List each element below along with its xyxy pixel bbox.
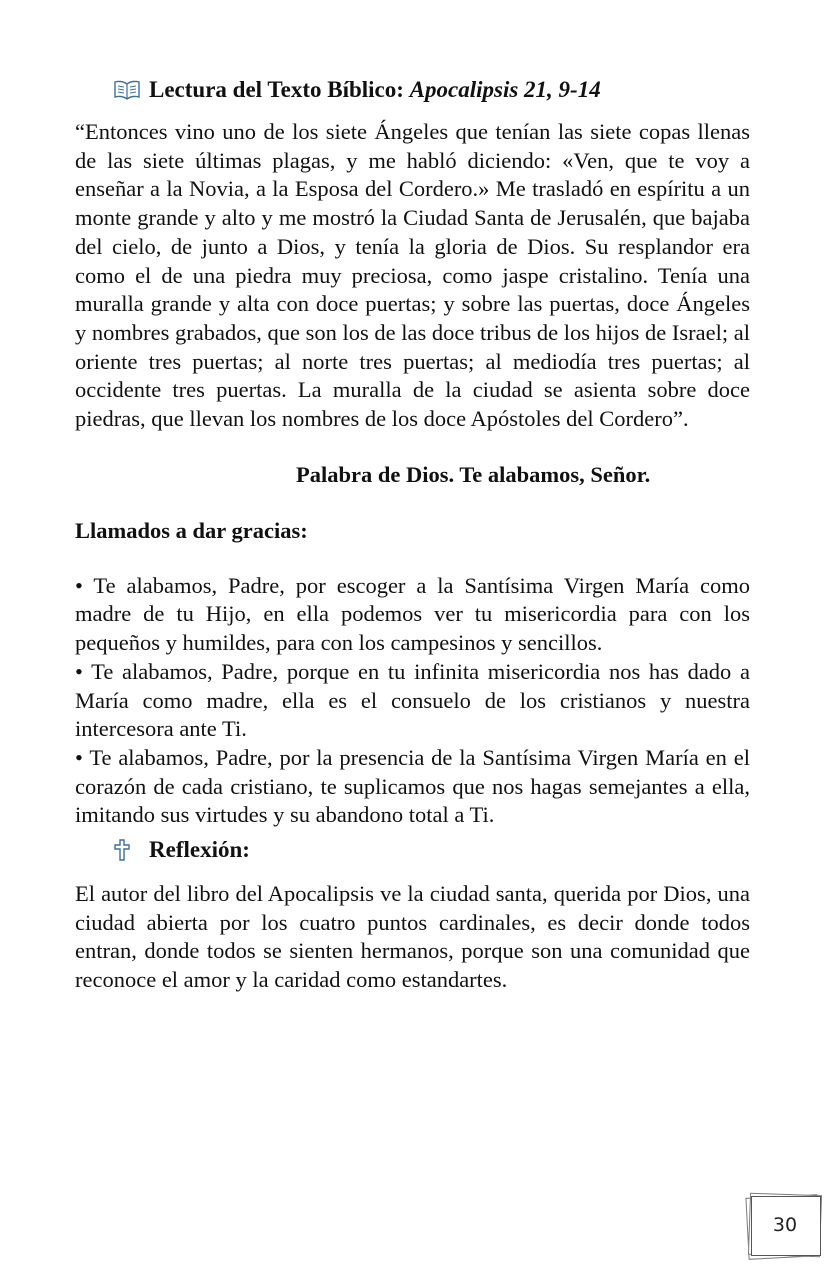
prayer-item: • Te alabamos, Padre, por la presencia de la Santísima Virgen María en el corazón de cada cristiano, te suplicamos que nos hagas semejantes a ella, imitando sus virtudes y su abandono total a Ti. — [75, 744, 750, 828]
prayer-item: • Te alabamos, Padre, porque en tu infinita misericordia nos has dado a María como madre, ella es el consuelo de los cristianos y nuestra intercesora ante Ti. — [75, 658, 750, 742]
reading-citation: Apocalipsis 21, 9-14 — [409, 77, 601, 102]
reflection-heading — [113, 834, 750, 866]
reading-text: “Entonces vino uno de los siete Ángeles que tenían las siete copas llenas de las siete últimas plagas, y me habló diciendo: «Ven, que te voy a enseñar a la Novia, a la Esposa del Cordero.» Me trasladó en espíritu a un monte grande y alto y me mostró la Ciudad Santa de Jerusalén, que bajaba del cielo, de junto a Dios, y tenía la gloria de Dios. Su resplandor era como el de una piedra muy preciosa, como jaspe cristalino. Tenía una muralla grande y alta con doce puertas; y sobre las puertas, doce Ángeles y nombres grabados, que son los de las doce tribus de los hijos de Israel; al oriente tres puertas; al norte tres puertas; al mediodía tres puertas; al occidente tres puertas. La muralla de la ciudad se asienta sobre doce piedras, que llevan los nombres de los doce Apóstoles del Cordero”. — [75, 119, 750, 432]
cross-icon — [113, 839, 137, 861]
reflection-title: Reflexión: — [149, 837, 250, 863]
prayer-item: • Te alabamos, Padre, por escoger a la Santísima Virgen María como madre de tu Hijo, en ella podemos ver tu misericordia para con los pequeños y humildes, para con los campesinos y sencillos. — [75, 572, 750, 656]
thanks-title: Llamados a dar gracias: — [75, 517, 308, 543]
reflection-text: El autor del libro del Apocalipsis ve la ciudad santa, querida por Dios, una ciudad abierta por los cuatro puntos cardinales, es decir donde todos entran, donde todos se sienten hermanos, porque son una comunidad que reconoce el amor y la caridad como estandartes. — [75, 881, 750, 993]
page-number-box — [745, 1190, 825, 1260]
reading-heading — [113, 74, 750, 106]
page-number: 30 — [772, 1214, 798, 1236]
open-book-icon — [113, 80, 143, 100]
document-page — [75, 74, 750, 995]
reading-label: Lectura del Texto Bíblico: — [149, 77, 404, 102]
acclamation: Palabra de Dios. Te alabamos, Señor. — [296, 461, 651, 487]
